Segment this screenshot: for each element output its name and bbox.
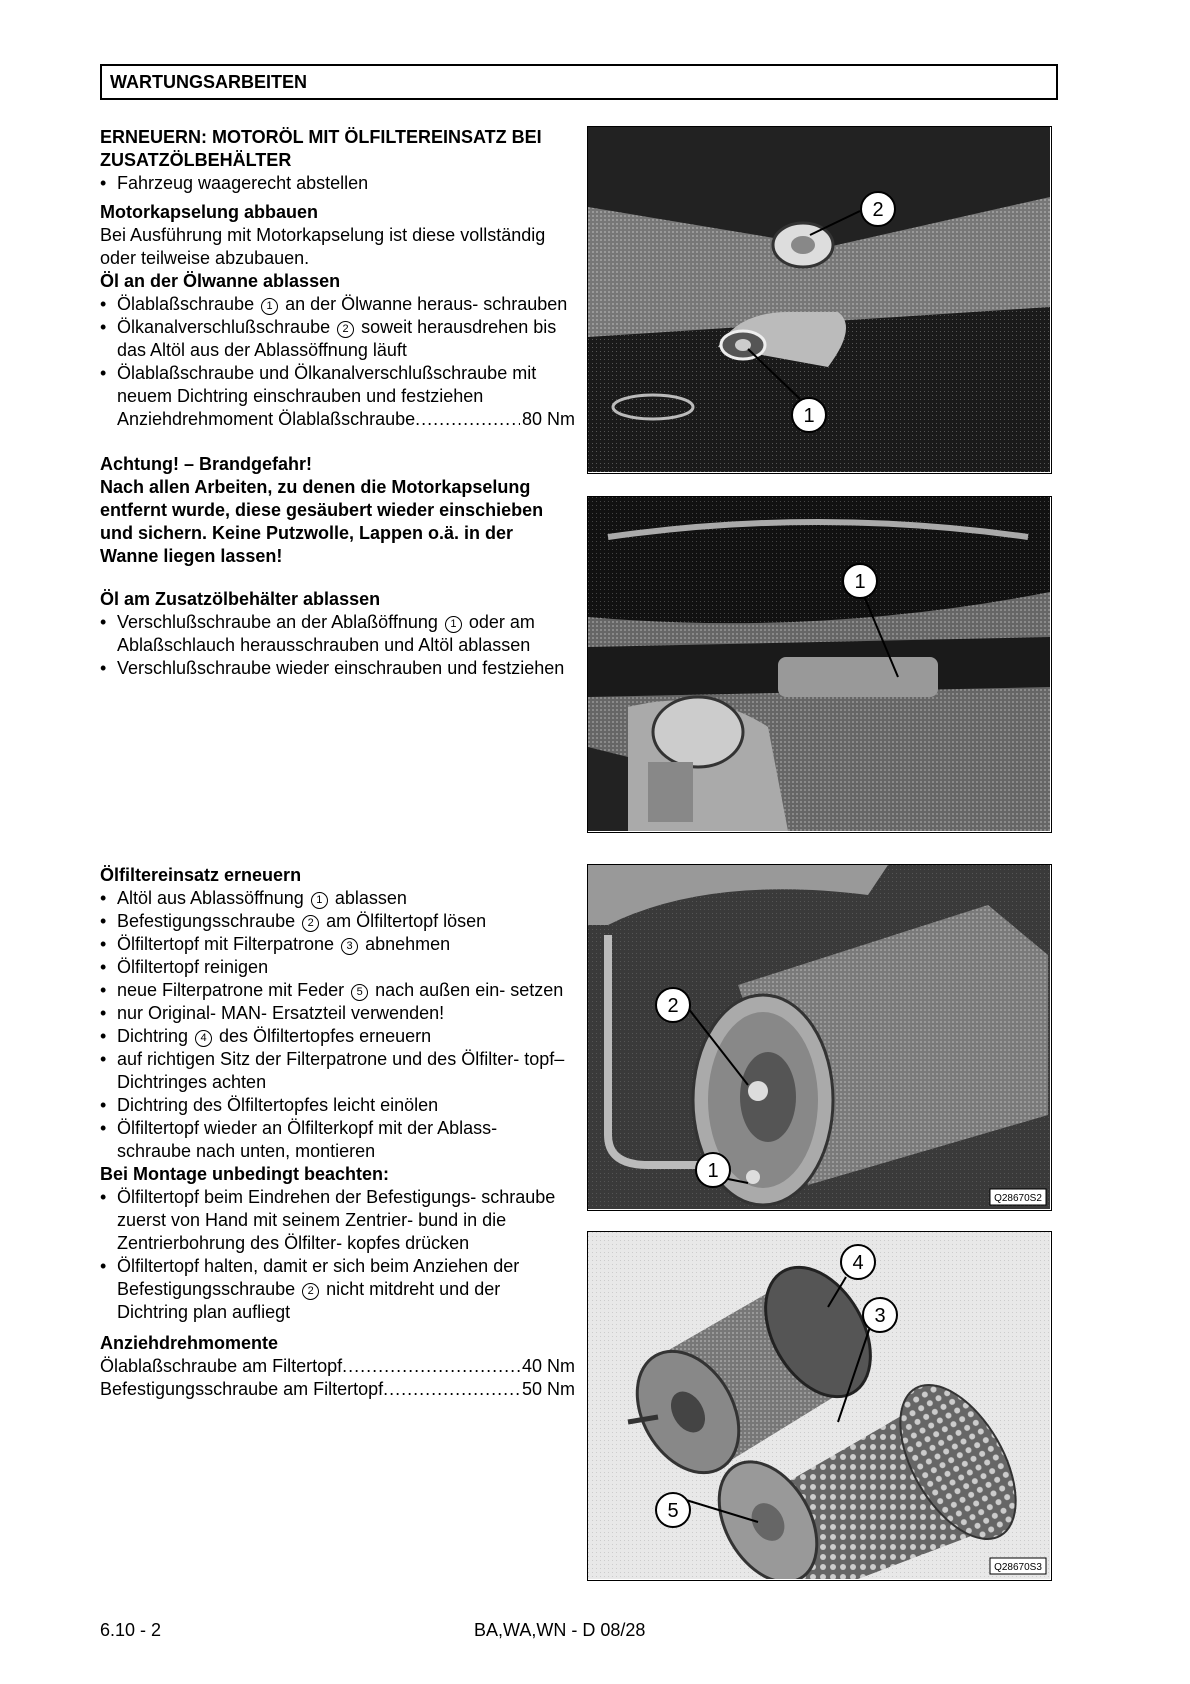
list-item: • neue Filterpatrone mit Feder 5 nach außen ein- setzen [100,979,575,1002]
callout-ref: 5 [351,984,368,1001]
list-item: • Verschlußschraube wieder einschrauben und festziehen [100,657,575,680]
list-item: • Ölablaßschraube 1 an der Ölwanne heraus- schrauben [100,293,575,316]
oil-filter-section [100,864,575,1401]
image-code: Q28670S2 [994,1193,1042,1204]
callout-label: 1 [854,571,866,593]
torque-line: Befestigungsschraube am Filtertopf ..... 50 Nm [100,1378,575,1401]
callout-label: 1 [803,405,815,427]
callout-label: 2 [872,199,884,221]
list-item: • Ölkanalverschlußschraube 2 soweit herausdrehen bis das Altöl aus der Ablassöffnung läuft [100,316,575,362]
list-item: • Altöl aus Ablassöffnung 1 ablassen [100,887,575,910]
list-item: • auf richtigen Sitz der Filterpatrone und des Ölfilter- topf–Dichtringes achten [100,1048,575,1094]
list-item: • Ölfiltertopf halten, damit er sich beim Anziehen der Befestigungsschraube 2 nicht mitdreht und der Dichtring plan aufliegt [100,1255,575,1324]
callout-ref: 3 [341,938,358,955]
callout-ref: 1 [311,892,328,909]
callout-ref: 2 [302,915,319,932]
callout-ref: 1 [445,616,462,633]
list-item: • Ölfiltertopf wieder an Ölfilterkopf mit der Ablass- schraube nach unten, montieren [100,1117,575,1163]
oil-change-section [100,126,575,680]
heading-oelwanne: Öl an der Ölwanne ablassen [100,271,341,291]
list-item: • Befestigungsschraube 2 am Ölfiltertopf lösen [100,910,575,933]
image-code: Q28670S3 [994,1562,1042,1573]
callout-label: 1 [707,1160,719,1182]
photo-filter-housing [587,864,1052,1211]
document-code: BA,WA,WN - D 08/28 [474,1620,646,1640]
heading-anziehdrehmomente: Anziehdrehmomente [100,1333,279,1353]
warning-text: Nach allen Arbeiten, zu denen die Motorkapselung entfernt wurde, diese gesäubert wieder einschieben und sichern. Keine Putzwolle, Lappen o.ä. in der Wanne liegen lassen! [100,477,544,566]
list-item: • Ölfiltertopf mit Filterpatrone 3 abnehmen [100,933,575,956]
list-item: • nur Original- MAN- Ersatzteil verwenden! [100,1002,575,1025]
callout-ref: 2 [337,321,354,338]
callout-label: 5 [667,1500,679,1522]
list-item: • Fahrzeug waagerecht abstellen [100,172,575,195]
callout-ref: 1 [261,298,278,315]
heading-montage: Bei Montage unbedingt beachten: [100,1164,390,1184]
paragraph-motorkapselung: Bei Ausführung mit Motorkapselung ist diese vollständig oder teilweise abzubauen. [100,225,546,268]
page-number: 6.10 - 2 [100,1620,162,1640]
section-header: WARTUNGSARBEITEN [100,64,1058,100]
warning-title: Achtung! – Brandgefahr! [100,454,313,474]
list-item: • Ölfiltertopf beim Eindrehen der Befestigungs- schraube zuerst von Hand mit seinem Zentrier- bund in die Zentrierbohrung des Ölfilter- kopfes drücken [100,1186,575,1255]
photo-oil-pan [587,126,1052,474]
callout-label: 3 [874,1305,886,1327]
heading-oelfilter: Ölfiltereinsatz erneuern [100,865,302,885]
list-item: • Ölfiltertopf reinigen [100,956,575,979]
callout-ref: 4 [195,1030,212,1047]
torque-line: Ölablaßschraube am Filtertopf ..... 40 Nm [100,1355,575,1378]
callout-label: 2 [667,995,679,1017]
torque-line: Anziehdrehmoment Ölablaßschraube ..... 80 Nm [117,408,575,431]
list-item: • Dichtring 4 des Ölfiltertopfes erneuern [100,1025,575,1048]
list-item: • Verschlußschraube an der Ablaßöffnung 1 oder am Ablaßschlauch herausschrauben und Altöl ablassen [100,611,575,657]
list-item: • Dichtring des Ölfiltertopfes leicht einölen [100,1094,575,1117]
callout-label: 4 [852,1252,864,1274]
heading-zusatzoel: Öl am Zusatzölbehälter ablassen [100,589,381,609]
list-item: • Ölablaßschraube und Ölkanalverschlußschraube mit neuem Dichtring einschrauben und festziehen Anziehdrehmoment Ölablaßschraube ..... 80 Nm [100,362,575,431]
photo-auxiliary-tank [587,496,1052,833]
photo-filter-parts [587,1231,1052,1581]
callout-ref: 2 [302,1283,319,1300]
heading-motorkapselung: Motorkapselung abbauen [100,202,319,222]
section-title: ERNEUERN: MOTORÖL MIT ÖLFILTEREINSATZ BEI ZUSATZÖLBEHÄLTER [100,127,542,170]
